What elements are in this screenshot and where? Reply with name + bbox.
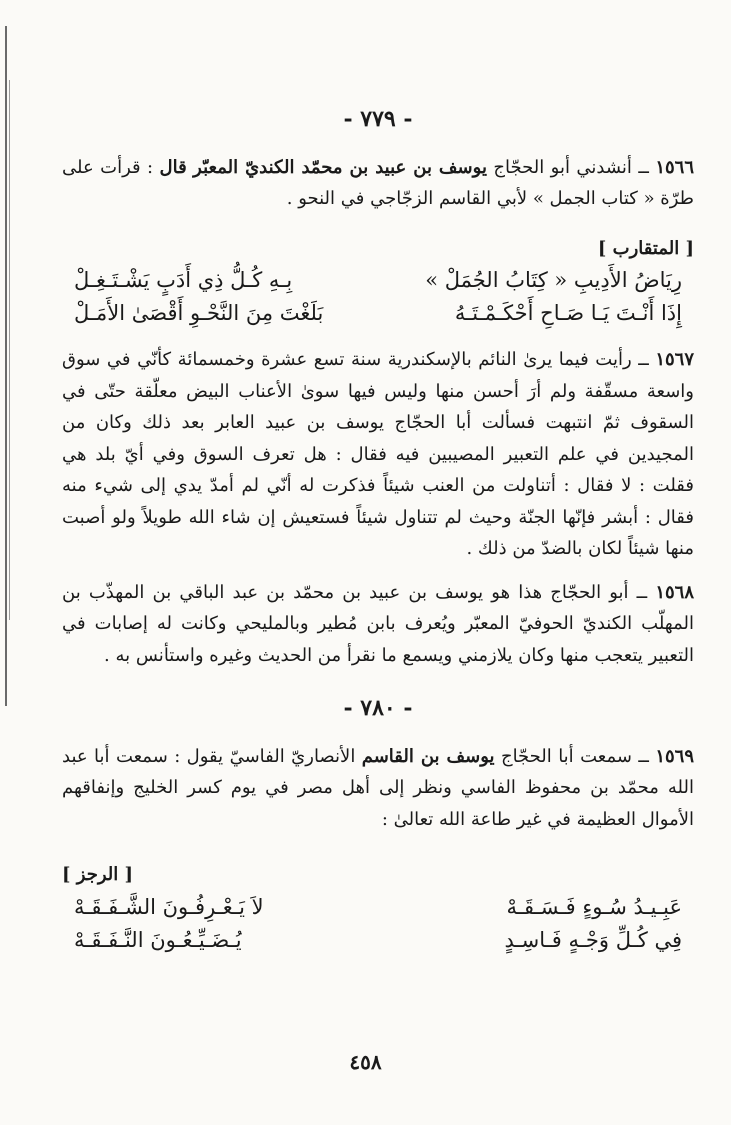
entry-text: ــ أبو الحجّاج هذا هو يوسف بن عبيد بن محمّد بن عبد الباقي بن المهذّب بن المهلّب الكنديّ الحوفيّ المعبّر ويُعرف بابن مُطير وبالمليحي وكانت له إصابات في التعبير يتعجب منها وكان يلازمني ويسمع ما نقرأ من الحديث وغيره واستأنس به . (62, 581, 694, 666)
poem-meter: [ المتقارب ] (597, 237, 694, 259)
verse-first-hemistich: إِذَا أَنْـتَ يَـا صَـاحِ أَحْكَـمْـتَـهُ (454, 301, 682, 325)
poem-1566 (62, 264, 694, 330)
binding-edge-line-inner (9, 80, 10, 620)
verse-first-hemistich: رِيَاضُ الأَدِيبِ « كِتَابُ الجُمَلْ » (425, 268, 682, 292)
verse-second-hemistich: بِـهِ كُـلُّ ذِي أَدَبٍ يَشْـتَـغِـلْ (74, 268, 293, 292)
entry-1568 (62, 577, 694, 672)
verse-first-hemistich: عَبِـيـدُ سُـوءٍ فَـسَـقَـهْ (506, 894, 682, 919)
section-number: - ٧٨٠ - (343, 695, 413, 721)
entry-1567 (62, 344, 694, 565)
entry-said: قال (159, 156, 187, 178)
entry-text: ــ رأيت فيما يرىٰ النائم بالإسكندرية سنة تسع عشرة وخمسمائة كأنّي في سوق واسعة مسقّفة ولم أرَ أحسن منها وليس فيها سوىٰ الأعناب البيض معلّقة حتّى في السقوف ثمّ انتبهت فسألت أبا الحجّاج يوسف بن عبيد العابر بعد ذلك وكان من المجيدين في علم التعبير المصيبين فيه فقال : هل تعرف السوق وفي أيّ بلد هي فقلت : لا فقال : أتناولت من العنب شيئاً فذكرت له أنّي لم أمدّ يدي إلى شيء منه فقال : أبشر فإنّها الجنّة وحيث لم تتناول شيئاً فستعيش إن شاء الله طويلاً ولو أصبت منها شيئاً لكان بالضدّ من ذلك . (62, 349, 694, 559)
verse-first-hemistich: فِي كُـلِّ وَجْـهٍ فَـاسِـدٍ (504, 927, 682, 952)
verse-line (62, 264, 694, 297)
verse-second-hemistich: يُـضَـيِّـعُـونَ النَّـفَـقَـهْ (74, 927, 242, 952)
entry-number: ١٥٦٦ (655, 156, 694, 178)
entry-number: ١٥٦٧ (655, 349, 694, 370)
entry-number: ١٥٦٨ (655, 581, 694, 603)
poem-meter: [ الرجز ] (62, 864, 134, 885)
entry-number: ١٥٦٩ (655, 745, 694, 767)
entry-text: الأنصاريّ الفاسيّ يقول : سمعت أبا عبد الله محمّد بن محفوظ الفاسي ونظر إلى أهل مصر في يوم كسر الخليج وإنفاقهم الأموال العظيمة في غير طاعة الله تعالىٰ : (62, 745, 694, 830)
entry-lead: ــ سمعت أبا الحجّاج (494, 745, 656, 767)
verse-second-hemistich: بَلَغْتَ مِنَ النَّحْـوِ أَقْصَىٰ الأَمَـلْ (74, 301, 324, 325)
verse-second-hemistich: لاَ يَـعْـرِفُـونَ الشَّـفَـقَـهْ (74, 894, 264, 919)
verse-line (62, 924, 694, 957)
section-number: - ٧٧٩ - (343, 106, 413, 132)
verse-line (62, 297, 694, 330)
entry-1569 (62, 741, 694, 836)
poem-1569 (62, 891, 694, 957)
entry-lead: ــ أنشدني أبو الحجّاج (486, 156, 656, 178)
entry-name: يوسف بن عبيد بن محمّد الكنديّ المعبّر (193, 156, 487, 178)
page-body (62, 92, 694, 957)
entry-text: : قرأت على طرّة « كتاب الجمل » لأبي القاسم الزجّاجي في النحو . (62, 156, 694, 209)
page-number: ٤٥٨ (349, 1050, 382, 1074)
entry-name: يوسف بن القاسم (361, 745, 495, 767)
entry-1566 (62, 152, 694, 215)
verse-line (62, 891, 694, 924)
binding-edge-line (5, 26, 7, 706)
